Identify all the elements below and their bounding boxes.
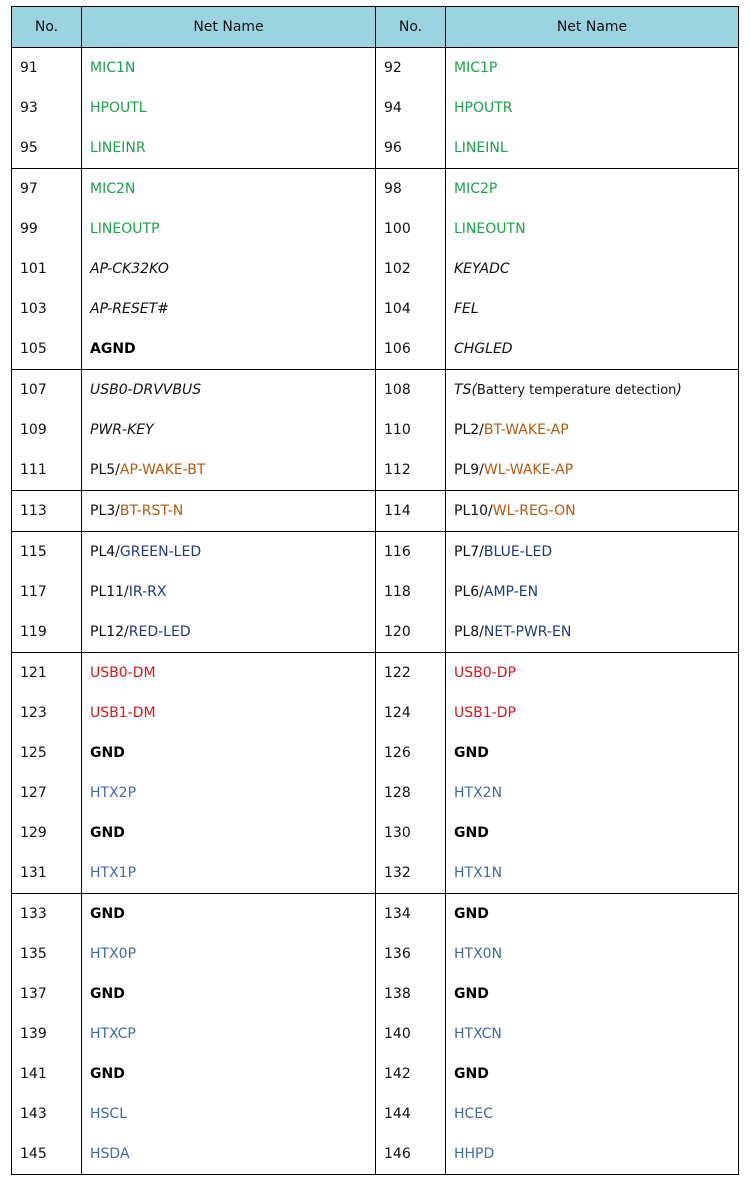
pin-number-cell: 99 [12,209,82,249]
net-name-cell [82,491,376,532]
pin-number-cell: 96 [376,128,446,169]
pin-number-cell: 93 [12,88,82,128]
pin-number-cell: 119 [12,612,82,653]
net-name-cell [82,733,376,773]
net-name-cell [446,894,739,935]
net-prefix: PL2/ [454,422,484,438]
net-name-cell [82,450,376,491]
pin-number-cell: 142 [376,1054,446,1094]
pin-definition-table [11,6,739,1175]
net-name: GND [454,906,489,922]
pin-number-cell: 108 [376,370,446,411]
net-name: HPOUTR [454,100,513,116]
table-row [12,450,739,491]
table-row [12,329,739,370]
net-name-cell [446,209,739,249]
net-name: WL-WAKE-AP [483,462,574,478]
table-row [12,653,739,694]
net-name-cell [446,572,739,612]
header-no-left: No. [12,7,82,48]
pin-number-cell: 105 [12,329,82,370]
table-row [12,612,739,653]
net-name: HTX0N [454,946,503,962]
net-name-cell [446,1054,739,1094]
net-name: USB1-DP [454,705,516,721]
net-prefix: PL5/ [90,462,120,478]
net-name: USB0-DM [90,665,156,681]
net-name-cell [82,88,376,128]
net-name-cell [446,773,739,813]
net-name: MIC2N [90,181,136,197]
pin-number-cell: 130 [376,813,446,853]
net-name: HCEC [454,1106,493,1122]
pin-number-cell: 132 [376,853,446,894]
pin-number-cell: 92 [376,48,446,89]
net-name-cell [82,289,376,329]
table-row [12,532,739,573]
net-note: Battery temperature detection [476,383,677,398]
pin-number-cell: 124 [376,693,446,733]
net-name: USB0-DP [454,665,516,681]
pin-number-cell: 123 [12,693,82,733]
net-name-cell [82,370,376,411]
pin-number-cell: 118 [376,572,446,612]
pin-number-cell: 145 [12,1134,82,1175]
net-name-cell [446,853,739,894]
table-row [12,773,739,813]
net-name: KEYADC [454,261,510,277]
net-name: GND [90,825,125,841]
net-name: GND [90,986,125,1002]
net-name: LINEOUTN [454,221,526,237]
pin-number-cell: 140 [376,1014,446,1054]
net-name-cell [82,329,376,370]
table-row [12,733,739,773]
table-row [12,1014,739,1054]
table-row [12,894,739,935]
net-prefix: PL3/ [90,503,120,519]
pin-number-cell: 131 [12,853,82,894]
net-name-cell [446,370,739,411]
net-name-cell [82,1094,376,1134]
net-name-cell [446,48,739,89]
net-name: BT-RST-N [119,503,184,519]
net-note-close: ) [676,382,682,398]
net-prefix: PL6/ [454,584,484,600]
net-name-cell [446,289,739,329]
pin-number-cell: 135 [12,934,82,974]
table-row [12,88,739,128]
net-name-cell [446,88,739,128]
pin-number-cell: 101 [12,249,82,289]
table-row [12,370,739,411]
table-row [12,289,739,329]
pin-number-cell: 110 [376,410,446,450]
net-name-cell [446,532,739,573]
net-name-cell [82,974,376,1014]
net-name: HTXCN [454,1026,502,1042]
pin-number-cell: 113 [12,491,82,532]
net-name-cell [446,1134,739,1175]
net-name: GREEN-LED [119,544,202,560]
pin-number-cell: 104 [376,289,446,329]
net-name: HSDA [90,1146,130,1162]
pin-number-cell: 115 [12,532,82,573]
net-name-cell [82,1134,376,1175]
pin-number-cell: 141 [12,1054,82,1094]
pin-number-cell: 116 [376,532,446,573]
net-name: IR-RX [128,584,167,600]
pin-number-cell: 107 [12,370,82,411]
net-name-cell [446,128,739,169]
net-name: LINEINR [90,140,146,156]
net-name: HPOUTL [90,100,147,116]
pin-number-cell: 97 [12,169,82,210]
net-name: BT-WAKE-AP [483,422,569,438]
net-prefix: PL4/ [90,544,120,560]
pin-number-cell: 127 [12,773,82,813]
net-name-cell [82,693,376,733]
net-name: BLUE-LED [483,544,553,560]
pin-number-cell: 122 [376,653,446,694]
net-name-cell [446,693,739,733]
net-name-cell [82,1054,376,1094]
pin-number-cell: 98 [376,169,446,210]
net-name: AP-WAKE-BT [119,462,206,478]
net-name-cell [446,169,739,210]
net-prefix: PL11/ [90,584,129,600]
net-name: MIC1N [90,60,136,76]
net-name-cell [82,410,376,450]
pin-number-cell: 126 [376,733,446,773]
table-row [12,1134,739,1175]
net-name-cell [82,128,376,169]
net-name: HTX1P [90,865,137,881]
net-prefix: PL12/ [90,624,129,640]
net-name: WL-REG-ON [492,503,576,519]
net-name: HTX1N [454,865,503,881]
net-name: MIC1P [454,60,498,76]
net-name: RED-LED [128,624,191,640]
net-name-cell [82,853,376,894]
net-name: HTX0P [90,946,137,962]
net-name: MIC2P [454,181,498,197]
pin-number-cell: 112 [376,450,446,491]
pin-number-cell: 134 [376,894,446,935]
net-name-cell [446,491,739,532]
table-row [12,209,739,249]
table-row [12,974,739,1014]
header-net-name-right: Net Name [446,7,739,48]
net-name-cell [82,894,376,935]
net-name: AGND [90,341,136,357]
net-name: NET-PWR-EN [483,624,572,640]
pin-number-cell: 129 [12,813,82,853]
net-name-cell [446,974,739,1014]
pin-number-cell: 143 [12,1094,82,1134]
table-row [12,1054,739,1094]
net-prefix: PL7/ [454,544,484,560]
table-row [12,934,739,974]
net-name: CHGLED [454,341,513,357]
net-name: AP-RESET# [90,301,169,317]
pin-number-cell: 137 [12,974,82,1014]
table-row [12,572,739,612]
net-name: USB1-DM [90,705,156,721]
net-name-cell [446,733,739,773]
net-name-cell [446,410,739,450]
net-name: GND [90,745,125,761]
net-name: HTX2N [454,785,503,801]
table-row [12,249,739,289]
net-name: PWR-KEY [90,422,154,438]
net-name-cell [446,934,739,974]
net-name-cell [446,612,739,653]
pin-number-cell: 95 [12,128,82,169]
table-row [12,169,739,210]
table-row [12,48,739,89]
table-body [12,48,739,1175]
pin-number-cell: 138 [376,974,446,1014]
pin-number-cell: 102 [376,249,446,289]
pin-number-cell: 136 [376,934,446,974]
net-name-cell [82,813,376,853]
net-prefix: PL9/ [454,462,484,478]
pin-number-cell: 125 [12,733,82,773]
pin-number-cell: 120 [376,612,446,653]
net-name: LINEINL [454,140,508,156]
pin-number-cell: 114 [376,491,446,532]
table-row [12,693,739,733]
table-row [12,410,739,450]
net-name: USB0-DRVVBUS [90,382,202,398]
net-name-cell [82,48,376,89]
pin-number-cell: 91 [12,48,82,89]
pin-number-cell: 128 [376,773,446,813]
table-row [12,1094,739,1134]
table-row [12,128,739,169]
net-name-cell [446,450,739,491]
net-name-cell [82,934,376,974]
pin-number-cell: 100 [376,209,446,249]
net-name: GND [454,825,489,841]
net-prefix: PL8/ [454,624,484,640]
net-name-cell [82,773,376,813]
net-name: HTXCP [90,1026,136,1042]
pin-number-cell: 94 [376,88,446,128]
net-name: GND [90,1066,125,1082]
net-name: HTX2P [90,785,137,801]
header-net-name-left: Net Name [82,7,376,48]
net-name: GND [454,1066,489,1082]
pin-number-cell: 144 [376,1094,446,1134]
net-name: FEL [454,301,479,317]
pin-number-cell: 146 [376,1134,446,1175]
net-name-cell [446,653,739,694]
net-name-cell [82,572,376,612]
pin-number-cell: 106 [376,329,446,370]
net-name: HSCL [90,1106,127,1122]
table-row [12,853,739,894]
table-row [12,813,739,853]
net-name-cell [446,813,739,853]
net-name: LINEOUTP [90,221,160,237]
net-name: HHPD [454,1146,495,1162]
net-name: GND [454,745,489,761]
net-name-cell [82,1014,376,1054]
net-name-cell [82,249,376,289]
net-name-cell [82,653,376,694]
net-name-cell [446,329,739,370]
net-name-cell [446,1014,739,1054]
net-name-cell [82,612,376,653]
pin-number-cell: 103 [12,289,82,329]
table-header-row [12,7,739,48]
pin-number-cell: 133 [12,894,82,935]
pin-number-cell: 111 [12,450,82,491]
net-name-cell [82,169,376,210]
net-name-cell [82,209,376,249]
net-prefix: PL10/ [454,503,493,519]
net-name-cell [446,249,739,289]
pin-number-cell: 117 [12,572,82,612]
net-name-cell [446,1094,739,1134]
pin-number-cell: 121 [12,653,82,694]
net-name: AP-CK32KO [90,261,169,277]
pin-number-cell: 109 [12,410,82,450]
header-no-right: No. [376,7,446,48]
pin-number-cell: 139 [12,1014,82,1054]
net-name-cell [82,532,376,573]
table-row [12,491,739,532]
net-name: AMP-EN [483,584,539,600]
net-name: GND [454,986,489,1002]
net-name: TS( [454,382,477,398]
net-name: GND [90,906,125,922]
